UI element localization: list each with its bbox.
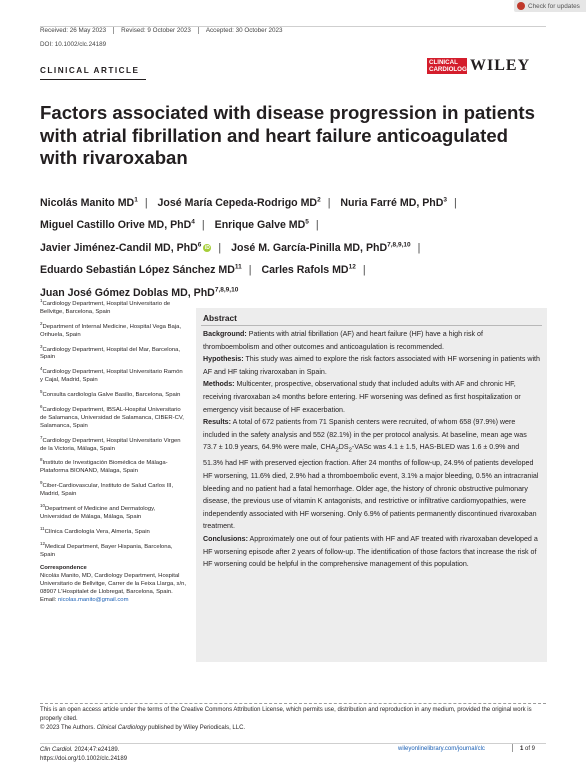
abstract-body xyxy=(203,328,540,571)
journal-logo-line2: CARDIOLOGY xyxy=(429,66,471,73)
author-separator: | xyxy=(315,219,319,232)
author[interactable]: Nuria Farré MD, PhD$^3$ xyxy=(340,196,448,209)
affiliation: $^6$Cardiology Department, IBSAL-Hospital Universitario de Salamanca, Universidad de Salamanca, CIBER-CV, Salamanca, Spain xyxy=(40,404,184,429)
orcid-icon[interactable]: iD xyxy=(204,244,210,251)
doi: DOI: 10.1002/clc.24189 xyxy=(40,41,107,48)
received-date: Received: 26 May 2023 xyxy=(40,27,114,34)
copyright: © 2023 The Authors. Clinical Cardiology published by Wiley Periodicals, LLC. xyxy=(40,724,246,731)
footer-rule xyxy=(40,743,546,744)
abstract-box xyxy=(196,308,547,662)
author[interactable]: Eduardo Sebastián López Sánchez MD$^{11}$ xyxy=(40,263,242,277)
author-separator: | xyxy=(248,264,252,277)
affiliation: $^4$Cardiology Department, Hospital Universitario Ramón y Cajal, Madrid, Spain xyxy=(40,366,183,384)
article-dates xyxy=(40,27,290,34)
check-updates-label: Check for updates xyxy=(528,2,580,10)
affiliation: $^9$Ciber-Cardiovascular, Instituto de Salud Carlos III, Madrid, Spain xyxy=(40,480,174,498)
publisher-logo: WILEY xyxy=(470,57,531,74)
affiliation: $^5$Consulta cardiología Galve Basilio, Barcelona, Spain xyxy=(40,389,181,399)
author-list xyxy=(40,190,550,303)
author-separator: | xyxy=(327,196,331,209)
correspondence-email-link[interactable]: nicolas.manito@gmail.com xyxy=(58,597,129,604)
abstract-heading: Abstract xyxy=(203,313,237,323)
check-updates-button[interactable] xyxy=(514,0,586,12)
correspondence-heading: Correspondence xyxy=(40,565,87,572)
article-title: Factors associated with disease progression in patients with atrial fibrillation and heart failure anticoagulated with rivaroxaban xyxy=(40,102,535,168)
journal-logo xyxy=(427,58,471,74)
citation: Clin Cardiol. 2024;47:e24189. https://doi.org/10.1002/clc.24189 xyxy=(40,747,128,762)
author-separator: | xyxy=(454,196,457,209)
abstract-rule xyxy=(201,325,542,326)
affiliation: $^1$Cardiology Department, Hospital Universitario de Bellvitge, Barcelona, Spain xyxy=(40,298,171,315)
journal-logo-line1: CLINICAL xyxy=(429,59,458,66)
abstract-conclusions: Conclusions: Approximately one out of four patients with HF and AF treated with rivaroxaban developed a HF worsening episode after 2 years of follow-up. The identification of those factors that increase the risk of HF worsening could be helpful in the comprehensive management of this population. xyxy=(203,534,538,569)
article-type: CLINICAL ARTICLE xyxy=(40,66,140,75)
journal-website-link[interactable]: wileyonlinelibrary.com/journal/clc xyxy=(398,746,485,752)
accepted-date: Accepted: 30 October 2023 xyxy=(205,27,283,34)
author[interactable]: Nicolás Manito $MD^1$ xyxy=(40,196,138,209)
author-separator: | xyxy=(201,219,205,232)
affiliations xyxy=(40,297,187,605)
author-separator: | xyxy=(144,196,148,209)
license-notice: This is an open access article under the terms of the Creative Commons Attribution License, which permits use, distribution and reproduction in any medium, provided the original work is properly cited. © 2023 The Authors. Clinical Cardiology published by Wiley Periodicals, LLC. xyxy=(40,706,546,732)
affiliation: $^7$Cardiology Department, Hospital Universitario Virgen de la Victoria, Málaga, Spain xyxy=(40,434,181,452)
affiliation: $^8$Instituto de Investigación Biomédica de Málaga-Plataforma BIONAND, Málaga, Spain xyxy=(40,457,168,475)
author-separator: | xyxy=(417,241,421,254)
abstract-background: Background: Patients with atrial fibrillation (AF) and heart failure (HF) have a high risk of thromboembolism and other outcomes and anticoagulation is recommended. xyxy=(203,330,483,351)
author[interactable]: Juan José Gómez Doblas MD, PhD$^{7,8,9,10}$ xyxy=(40,286,239,299)
author[interactable]: Carles Rafols MD$^{12}$ xyxy=(261,263,356,277)
revised-date: Revised: 9 October 2023 xyxy=(114,27,199,34)
affiliation: $^{11}$Clínica Cardiología Vera, Almería, Spain xyxy=(40,525,150,535)
citation-doi-link[interactable]: https://doi.org/10.1002/clc.24189 xyxy=(40,755,128,762)
abstract-hypothesis: Hypothesis: This study was aimed to explore the risk factors associated with HF worsening in patients with AF and HF taking rivaroxaban in Spain. xyxy=(203,355,540,376)
correspondence-text: Nicolás Manito, MD, Cardiology Department, Hospital Universitario de Bellvitge, Carrer de la Feixa Llarga, s/n, 08907 L'Hospitalet de Llobregat, Barcelona, Spain. Email: nicolas.manito@gmail.com xyxy=(40,573,187,604)
affiliation: $^{10}$Department of Medicine and Dermatology, Universidad de Málaga, Málaga, Spain xyxy=(40,503,156,520)
abstract-methods: Methods: Multicenter, prospective, observational study that included adults with AF and chronic HF, receiving rivaroxaban ≥4 months before entering. HF worsening was defined as first hospitalization or emergency visit because of HF exacerbation. xyxy=(203,380,521,414)
author-separator: | xyxy=(362,264,366,277)
author-separator: | xyxy=(218,241,222,254)
affiliation: $^2$Department of Internal Medicine, Hospital Vega Baja, Orihuela, Spain xyxy=(40,320,182,338)
license-divider xyxy=(40,703,546,704)
author[interactable]: José María Cepeda-Rodrigo $MD^2$ xyxy=(157,196,321,209)
affiliation: $^{12}$Medical Department, Bayer Hispania, Barcelona, Spain xyxy=(40,540,173,558)
affiliation: $^3$Cardiology Department, Hospital del Mar, Barcelona, Spain xyxy=(40,343,181,361)
author[interactable]: Javier Jiménez-Candil MD, PhD$^6$ xyxy=(40,241,202,254)
abstract-results: Results: A total of 672 patients from 71 Spanish centers were recruited, of whom 658 (97.9%) were included in the safety analysis and 552 (82.1%) in the per protocol analysis. At baseline, mean age was 73.7 ± 10.9 years, 64.9% were male, $CHA_2DS_2$-VASc was 4.1 ± 1.5, HAS-BLED was 1.6 ± 0.9% and 51.3% had HF with preserved ejection fraction. After 24 months of follow-up, 24.9% of patients developed HF worsening, 11.6% died, 2.9% had a thromboembolic event, 3.1% a major bleeding, 0.5% an intracranial bleeding and no patient had a fatal hemorrhage. Older age, the history of chronic obstructive pulmonary disease, the previous use of vitamin K antagonists, and restrictive or infiltrative cardiomyopathies, were independently associated with HF worsening. Only 6.9% of patients permanently discontinued rivaroxaban treatment. xyxy=(203,418,539,531)
crossmark-icon xyxy=(517,2,525,10)
author[interactable]: Miguel Castillo Orive MD, PhD$^4$ xyxy=(40,218,195,232)
page-number: 1 of 9 xyxy=(512,744,535,752)
article-type-underline xyxy=(40,79,146,80)
author[interactable]: José M. García-Pinilla MD, PhD$^{7,8,9,10}$ xyxy=(231,241,411,254)
author[interactable]: Enrique Galve $MD^5$ xyxy=(214,218,309,232)
